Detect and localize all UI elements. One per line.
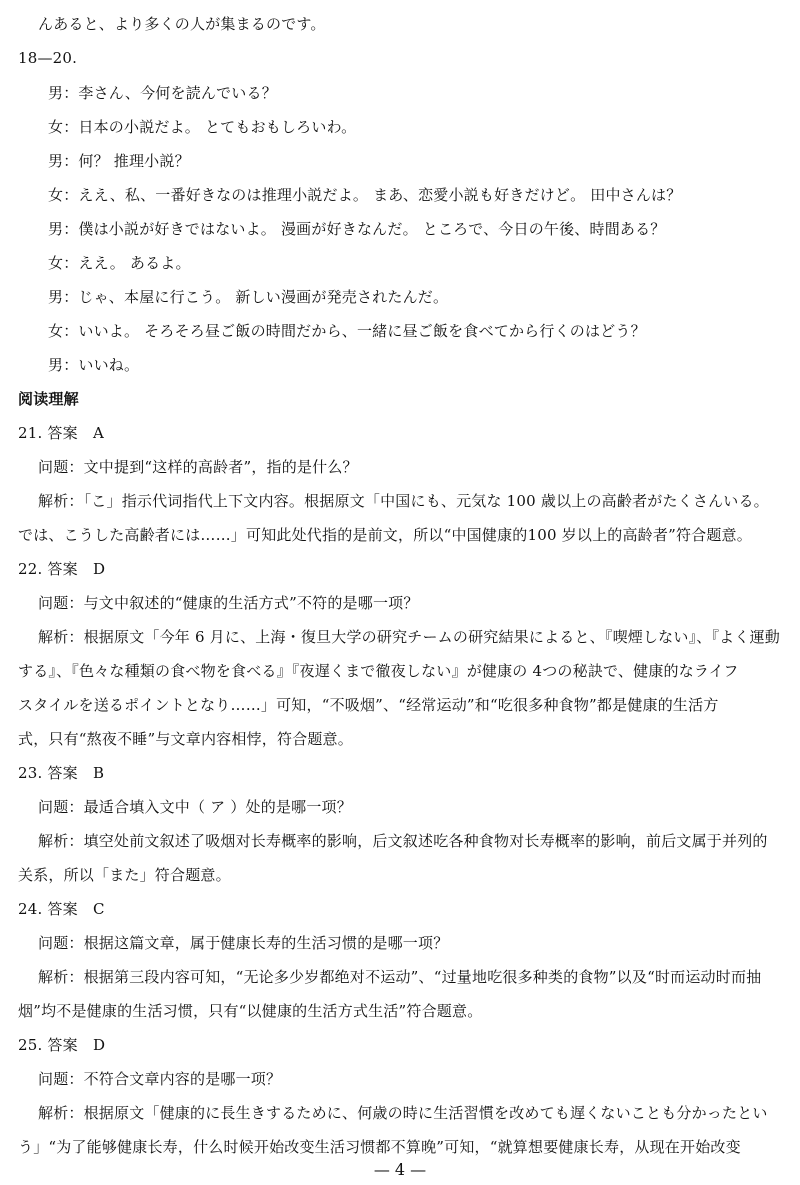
dialogue-line: 女：ええ、私、一番好きなのは推理小説だよ。 まあ、恋愛小説も好きだけど。 田中さんは？ (48, 186, 682, 204)
dialogue-line: 女：日本の小説だよ。 とてもおもしろいわ。 (48, 118, 357, 136)
answer-heading: 24. 答案 C (18, 900, 105, 918)
answer-question: 问题：不符合文章内容的是哪一项？ (38, 1070, 282, 1088)
answer-analysis-line: 解析：根据原文「今年 6 月に、上海・復旦大学の研究チームの研究結果によると、『喫煙しない』、『よく運動 (38, 628, 780, 646)
intro-tail-text: んあると、より多くの人が集まるのです。 (38, 15, 326, 33)
answer-heading: 25. 答案 D (18, 1036, 106, 1054)
answer-analysis-line: 解析：根据第三段内容可知，“无论多少岁都绝对不运动”、“过量地吃很多种类的食物”以及“时而运动时而抽 (38, 968, 762, 986)
dialogue-line: 男：僕は小説が好きではないよ。 漫画が好きなんだ。 ところで、今日の午後、時間ある？ (48, 220, 666, 238)
answer-analysis-line: する』、『色々な種類の食べ物を食べる』『夜遅くまで徹夜しない』が健康の 4つの秘訣で、健康的なライフ (18, 662, 739, 680)
dialogue-line: 男：何？ 推理小説？ (48, 152, 190, 170)
dialogue-line: 男：いいね。 (48, 356, 140, 374)
listening-header: 18—20. (18, 49, 78, 67)
answer-question: 问题：文中提到“这样的高龄者”，指的是什么？ (38, 458, 358, 476)
answer-analysis-line: 解析：填空处前文叙述了吸烟对长寿概率的影响，后文叙述吃各种食物对长寿概率的影响，前后文属于并列的 (38, 832, 768, 850)
answer-analysis-line: 解析：根据原文「健康的に長生きするために、何歳の時に生活習慣を改めても遅くないことも分かったとい (38, 1104, 768, 1122)
answer-analysis-line: 式，只有“熬夜不睡”与文章内容相悖，符合题意。 (18, 730, 353, 748)
answer-heading: 22. 答案 D (18, 560, 106, 578)
answer-heading: 23. 答案 B (18, 764, 105, 782)
answer-analysis-line: スタイルを送るポイントとなり……」可知，“不吸烟”、“经常运动”和“吃很多种食物”都是健康的生活方 (18, 696, 719, 714)
dialogue-line: 男：李さん、今何を読んでいる？ (48, 84, 277, 102)
answer-analysis-line: 关系，所以「また」符合题意。 (18, 866, 231, 884)
answer-question: 问题：最适合填入文中（ ア ）处的是哪一项？ (38, 798, 352, 816)
answer-question: 问题：根据这篇文章，属于健康长寿的生活习惯的是哪一项？ (38, 934, 449, 952)
answer-analysis-line: 烟”均不是健康的生活习惯，只有“以健康的生活方式生活”符合题意。 (18, 1002, 483, 1020)
dialogue-line: 女：いいよ。 そろそろ昼ご飯の時間だから、一緒に昼ご飯を食べてから行くのはどう？ (48, 322, 646, 340)
reading-section-title: 阅读理解 (18, 390, 79, 408)
answer-analysis-line: では、こうした高齢者には……」可知此处代指的是前文，所以“中国健康的100 岁以上的高龄者”符合题意。 (18, 526, 752, 544)
answer-heading: 21. 答案 A (18, 424, 105, 442)
dialogue-line: 男：じゃ、本屋に行こう。 新しい漫画が発売されたんだ。 (48, 288, 449, 306)
answer-analysis-line: う」“为了能够健康长寿，什么时候开始改变生活习惯都不算晚”可知，“就算想要健康长寿，从现在开始改变 (18, 1138, 741, 1156)
answer-analysis-line: 解析：「こ」指示代词指代上下文内容。根据原文「中国にも、元気な 100 歳以上の高齢者がたくさんいる。 (38, 492, 769, 510)
page-number: — 4 — (373, 1160, 427, 1179)
dialogue-line: 女：ええ。 あるよ。 (48, 254, 191, 272)
answer-question: 问题：与文中叙述的“健康的生活方式”不符的是哪一项？ (38, 594, 419, 612)
